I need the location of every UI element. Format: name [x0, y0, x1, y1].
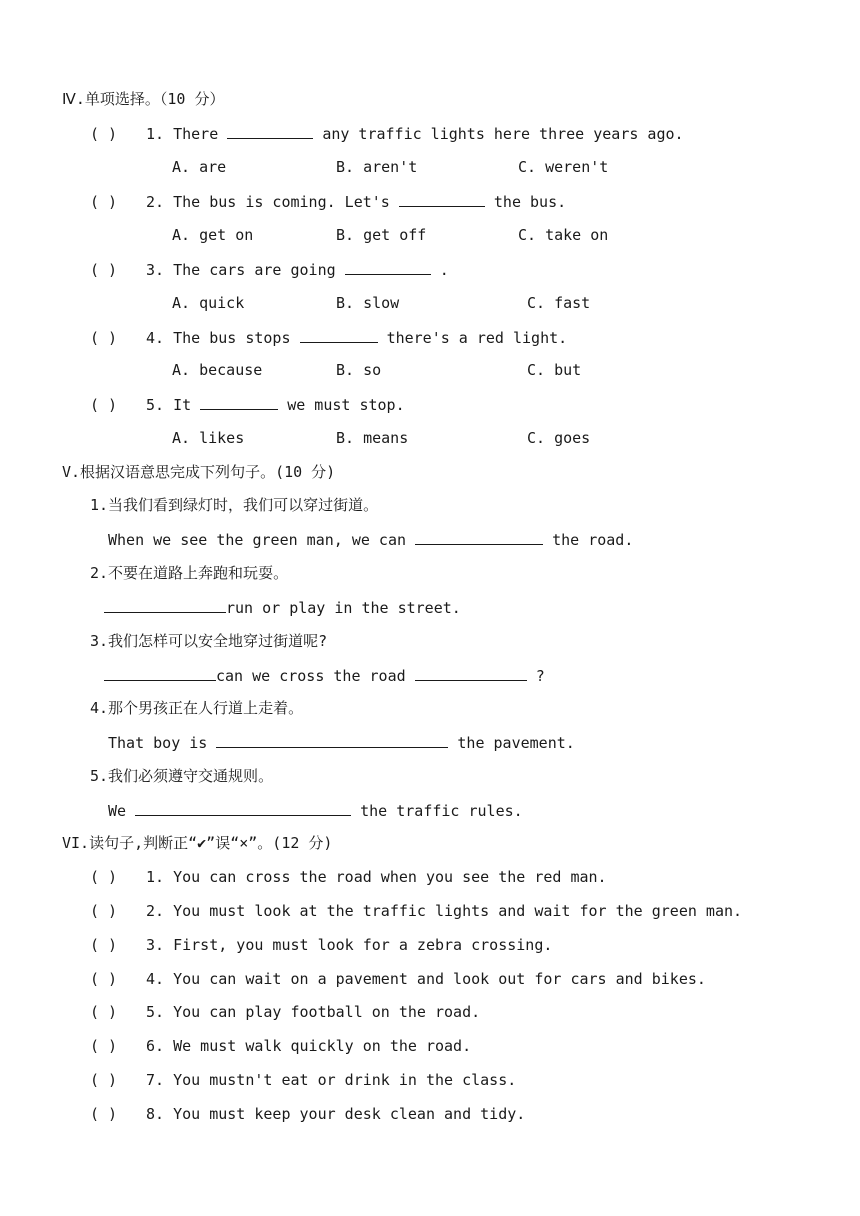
- option-b: B. slow: [336, 294, 400, 312]
- mc-question-3: [90, 259, 449, 279]
- answer-blank[interactable]: [399, 191, 485, 207]
- answer-blank[interactable]: [345, 259, 431, 275]
- judge-item-4: [90, 969, 706, 989]
- answer-blank[interactable]: [104, 597, 226, 613]
- question-number: 3.: [146, 261, 165, 279]
- answer-blank[interactable]: [216, 732, 448, 748]
- question-number: 2.: [146, 193, 165, 211]
- question-text-pre: It: [173, 396, 192, 414]
- section4-heading: Ⅳ.单项选择。（10 分）: [62, 90, 225, 108]
- option-c: C. fast: [527, 294, 591, 312]
- answer-paren[interactable]: ( ): [90, 396, 118, 414]
- statement-text: 8. You must keep your desk clean and tidy.: [146, 1105, 526, 1123]
- answer-blank[interactable]: [227, 123, 313, 139]
- translation-prompt-1: 1.当我们看到绿灯时，我们可以穿过街道。: [90, 496, 379, 514]
- option-c: C. take on: [518, 226, 609, 244]
- sentence-pre: That boy is: [108, 734, 208, 752]
- statement-text: 1. You can cross the road when you see the red man.: [146, 868, 607, 886]
- answer-blank[interactable]: [415, 665, 527, 681]
- statement-text: 3. First, you must look for a zebra crossing.: [146, 936, 553, 954]
- option-a: A. are: [172, 158, 227, 176]
- sentence-mid: can we cross the road: [216, 667, 406, 685]
- translation-prompt-5: 5.我们必须遵守交通规则。: [90, 767, 274, 785]
- answer-paren[interactable]: ( ): [90, 970, 118, 988]
- translation-prompt-2: 2.不要在道路上奔跑和玩耍。: [90, 564, 289, 582]
- translation-answer-4: [108, 732, 575, 752]
- answer-paren[interactable]: ( ): [90, 902, 118, 920]
- answer-blank[interactable]: [415, 529, 543, 545]
- option-c: C. but: [527, 361, 582, 379]
- section6-heading: VI.读句子,判断正“✔”误“×”。(12 分): [62, 834, 333, 852]
- question-number: 5.: [146, 396, 165, 414]
- question-text-pre: There: [173, 125, 219, 143]
- statement-text: 5. You can play football on the road.: [146, 1003, 481, 1021]
- answer-paren[interactable]: ( ): [90, 193, 118, 211]
- question-text-post: we must stop.: [287, 396, 405, 414]
- option-a: A. likes: [172, 429, 245, 447]
- judge-item-2: [90, 901, 742, 921]
- option-b: B. means: [336, 429, 409, 447]
- sentence-post: ?: [535, 667, 545, 685]
- option-b: B. get off: [336, 226, 427, 244]
- answer-paren[interactable]: ( ): [90, 868, 118, 886]
- question-number: 1.: [146, 125, 165, 143]
- judge-item-7: [90, 1070, 516, 1090]
- question-text-pre: The bus stops: [173, 329, 291, 347]
- translation-answer-2: [104, 597, 461, 617]
- answer-paren[interactable]: ( ): [90, 1071, 118, 1089]
- answer-paren[interactable]: ( ): [90, 1105, 118, 1123]
- answer-paren[interactable]: ( ): [90, 261, 118, 279]
- judge-item-8: [90, 1104, 525, 1124]
- mc-question-5: [90, 394, 405, 414]
- sentence-post: run or play in the street.: [226, 599, 461, 617]
- question-text-post: there's a red light.: [386, 329, 568, 347]
- translation-prompt-3: 3.我们怎样可以安全地穿过街道呢?: [90, 632, 328, 650]
- mc-question-2: [90, 191, 566, 211]
- statement-text: 7. You mustn't eat or drink in the class.: [146, 1071, 517, 1089]
- mc-question-4: [90, 327, 567, 347]
- judge-item-5: [90, 1002, 480, 1022]
- option-b: B. so: [336, 361, 382, 379]
- answer-paren[interactable]: ( ): [90, 329, 118, 347]
- question-text-pre: The cars are going: [173, 261, 336, 279]
- option-c: C. weren't: [518, 158, 609, 176]
- question-text-post: .: [439, 261, 449, 279]
- question-text-pre: The bus is coming. Let's: [173, 193, 390, 211]
- option-c: C. goes: [527, 429, 591, 447]
- mc-question-1: [90, 123, 684, 143]
- translation-prompt-4: 4.那个男孩正在人行道上走着。: [90, 699, 304, 717]
- option-a: A. get on: [172, 226, 254, 244]
- question-text-post: the bus.: [493, 193, 567, 211]
- translation-answer-5: [108, 800, 523, 820]
- question-number: 4.: [146, 329, 165, 347]
- option-a: A. quick: [172, 294, 245, 312]
- sentence-post: the traffic rules.: [360, 802, 523, 820]
- statement-text: 4. You can wait on a pavement and look out for cars and bikes.: [146, 970, 706, 988]
- question-text-post: any traffic lights here three years ago.: [322, 125, 684, 143]
- answer-blank[interactable]: [104, 665, 216, 681]
- sentence-post: the road.: [552, 531, 634, 549]
- option-a: A. because: [172, 361, 263, 379]
- translation-answer-3: [104, 665, 545, 685]
- statement-text: 2. You must look at the traffic lights and wait for the green man.: [146, 902, 743, 920]
- option-b: B. aren't: [336, 158, 418, 176]
- judge-item-6: [90, 1036, 471, 1056]
- answer-blank[interactable]: [135, 800, 351, 816]
- answer-paren[interactable]: ( ): [90, 936, 118, 954]
- section5-heading: V.根据汉语意思完成下列句子。(10 分): [62, 463, 336, 481]
- statement-text: 6. We must walk quickly on the road.: [146, 1037, 472, 1055]
- answer-blank[interactable]: [300, 327, 378, 343]
- answer-paren[interactable]: ( ): [90, 1037, 118, 1055]
- sentence-pre: When we see the green man, we can: [108, 531, 407, 549]
- answer-paren[interactable]: ( ): [90, 1003, 118, 1021]
- answer-blank[interactable]: [200, 394, 278, 410]
- sentence-pre: We: [108, 802, 127, 820]
- sentence-post: the pavement.: [457, 734, 575, 752]
- judge-item-1: [90, 867, 607, 887]
- translation-answer-1: [108, 529, 633, 549]
- judge-item-3: [90, 935, 552, 955]
- answer-paren[interactable]: ( ): [90, 125, 118, 143]
